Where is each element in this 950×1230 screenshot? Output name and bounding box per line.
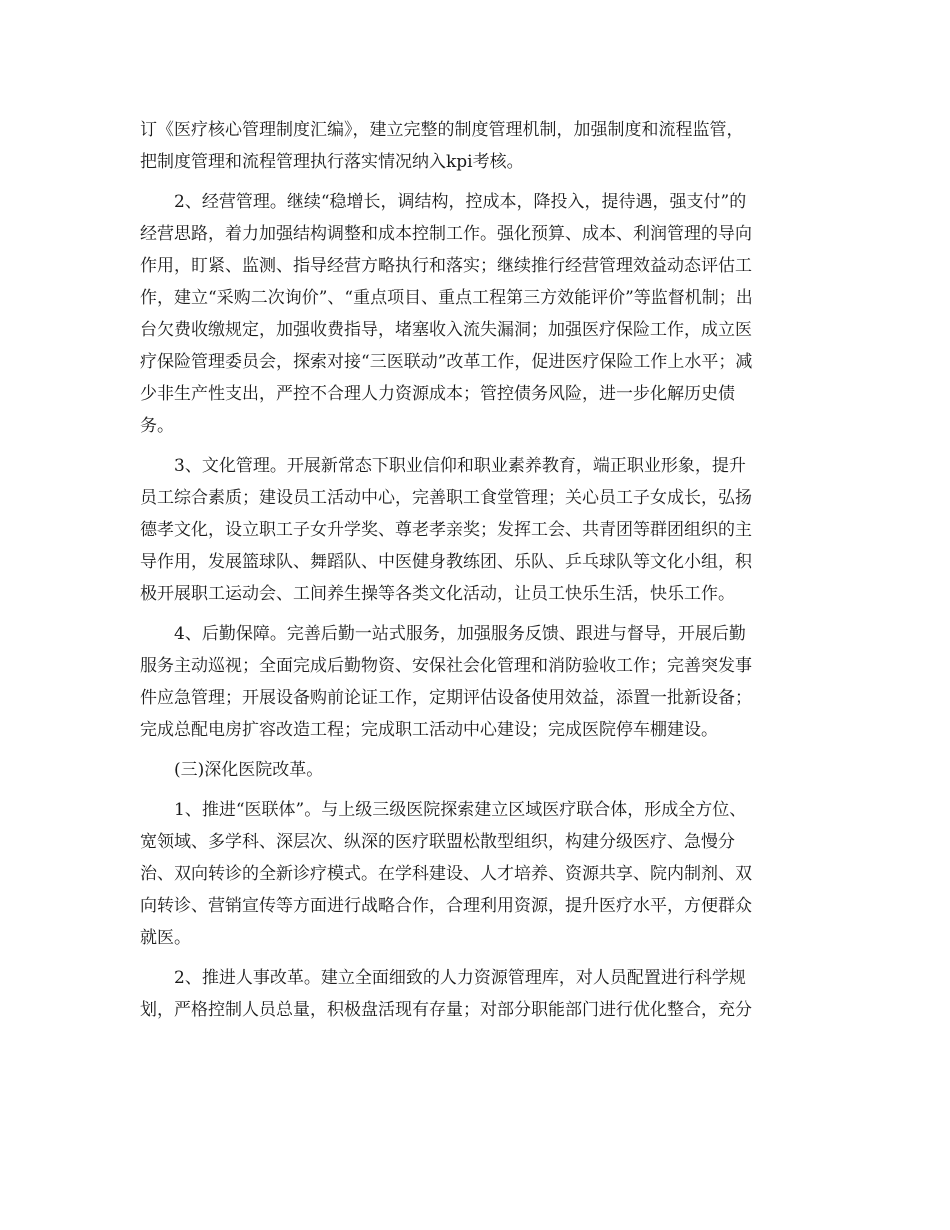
body-line: 就医。 xyxy=(140,928,191,948)
body-line: 员工综合素质；建设员工活动中心，完善职工食堂管理；关心员工子女成长，弘扬 xyxy=(140,488,752,508)
document-body xyxy=(140,114,820,1026)
body-line: 服务主动巡视；全面完成后勤物资、安保社会化管理和消防验收工作；完善突发事 xyxy=(140,656,752,676)
body-line: 导作用，发展篮球队、舞蹈队、中医健身教练团、乐队、乒乓球队等文化小组，积 xyxy=(140,552,752,572)
body-line: 治、双向转诊的全新诊疗模式。在学科建设、人才培养、资源共享、院内制剂、双 xyxy=(140,864,752,884)
body-line: 台欠费收缴规定，加强收费指导，堵塞收入流失漏洞；加强医疗保险工作，成立医 xyxy=(140,320,752,340)
body-line: 德孝文化，设立职工子女升学奖、尊老孝亲奖；发挥工会、共青团等群团组织的主 xyxy=(140,520,752,540)
paragraph-start-line: 1、推进“医联体”。与上级三级医院探索建立区域医疗联合体，形成全方位、 xyxy=(174,800,747,820)
body-line: 向转诊、营销宣传等方面进行战略合作，合理利用资源，提升医疗水平，方便群众 xyxy=(140,896,752,916)
body-line: 完成总配电房扩容改造工程；完成职工活动中心建设；完成医院停车棚建设。 xyxy=(140,720,718,740)
body-line: 少非生产性支出，严控不合理人力资源成本；管控债务风险，进一步化解历史债 xyxy=(140,384,735,404)
paragraph-start-line: 2、推进人事改革。建立全面细致的人力资源管理库，对人员配置进行科学规 xyxy=(174,968,746,988)
body-line: 作用，盯紧、监测、指导经营方略执行和落实；继续推行经营管理效益动态评估工 xyxy=(140,256,752,276)
paragraph-start-line: 3、文化管理。开展新常态下职业信仰和职业素养教育，端正职业形象，提升 xyxy=(174,456,746,476)
body-line: 疗保险管理委员会，探索对接“三医联动”改革工作，促进医疗保险工作上水平；减 xyxy=(140,352,753,372)
body-line: 极开展职工运动会、工间养生操等各类文化活动，让员工快乐生活，快乐工作。 xyxy=(140,584,735,604)
paragraph-start-line: 4、后勤保障。完善后勤一站式服务，加强服务反馈、跟进与督导，开展后勤 xyxy=(174,624,746,644)
body-line: 把制度管理和流程管理执行落实情况纳入kpi考核。 xyxy=(140,152,524,172)
paragraph-start-line: 2、经营管理。继续“稳增长，调结构，控成本，降投入，提待遇，强支付”的 xyxy=(174,192,747,212)
body-line: 件应急管理；开展设备购前论证工作，定期评估设备使用效益，添置一批新设备； xyxy=(140,688,752,708)
body-line: 作，建立“采购二次询价”、“重点项目、重点工程第三方效能评价”等监督机制；出 xyxy=(140,288,753,308)
section-heading: (三)深化医院改革。 xyxy=(174,760,324,780)
body-line: 务。 xyxy=(140,416,174,436)
body-line: 宽领域、多学科、深层次、纵深的医疗联盟松散型组织，构建分级医疗、急慢分 xyxy=(140,832,735,852)
body-line: 订《医疗核心管理制度汇编》，建立完整的制度管理机制，加强制度和流程监管， xyxy=(140,120,744,140)
body-line: 经营思路，着力加强结构调整和成本控制工作。强化预算、成本、利润管理的导向 xyxy=(140,224,752,244)
body-line: 划，严格控制人员总量，积极盘活现有存量；对部分职能部门进行优化整合，充分 xyxy=(140,1000,752,1020)
